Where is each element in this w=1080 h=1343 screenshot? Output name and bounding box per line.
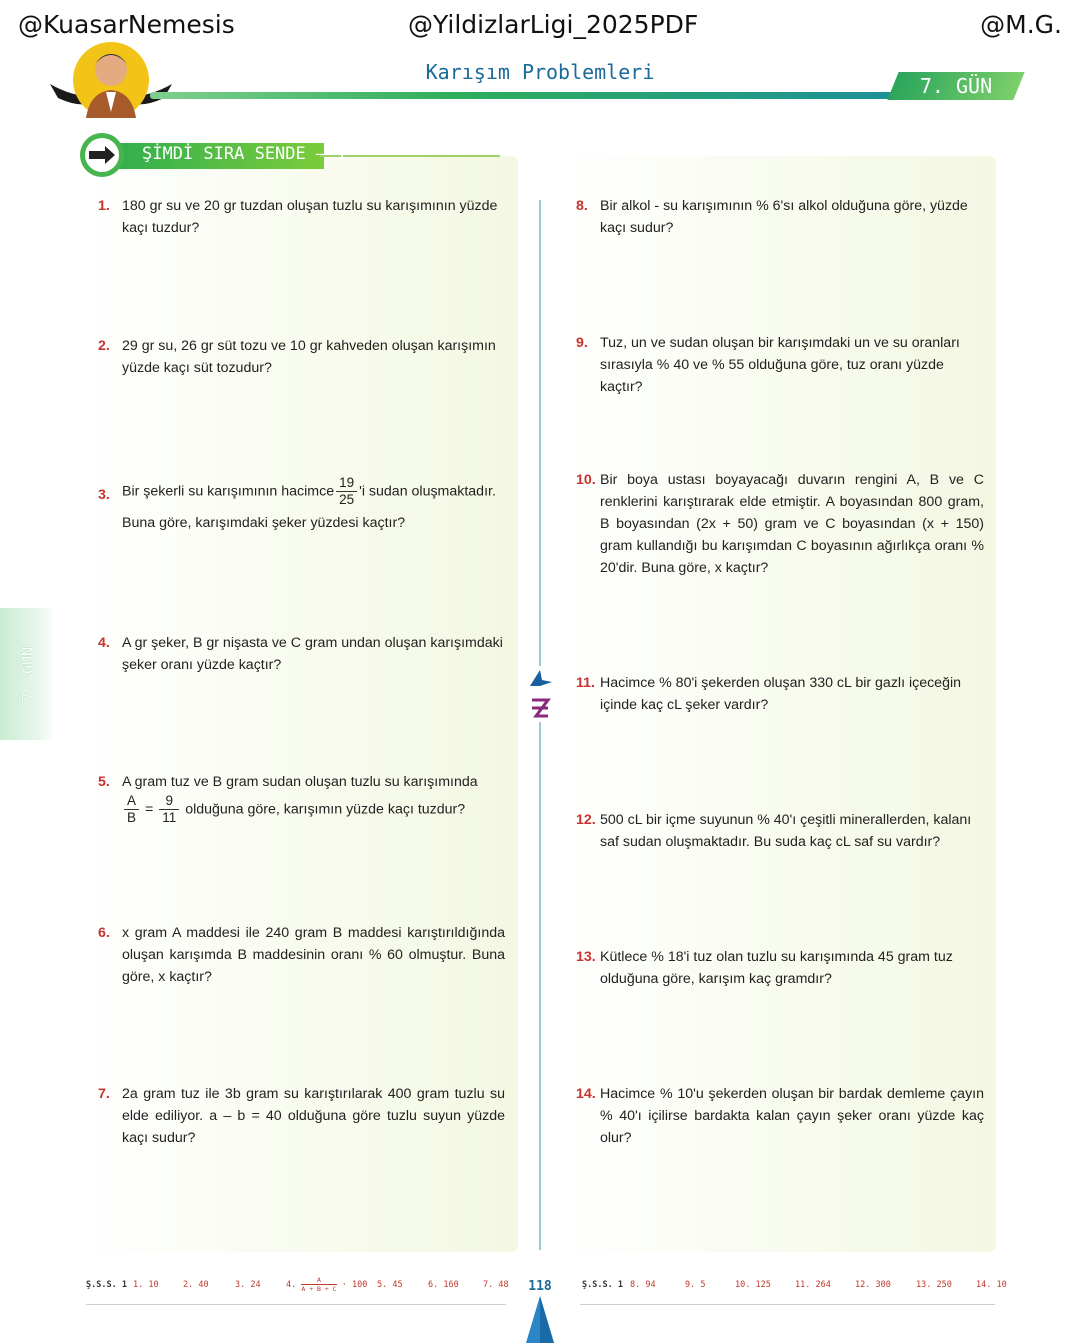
question-text-cont: olduğuna göre, karışımın yüzde kaçı tuzdur? [185, 801, 466, 818]
fraction-a-b: $\frac{A}{B}$ [124, 793, 139, 826]
footer-rule-left [86, 1304, 506, 1305]
answer-8: 8. 94 [630, 1280, 656, 1290]
answer-12: 12. 300 [855, 1280, 891, 1290]
question-number: 3. [98, 487, 110, 503]
publisher-logo [526, 666, 554, 722]
question-4 [98, 632, 505, 676]
question-number: 9. [576, 335, 588, 351]
answer-9: 9. 5 [685, 1280, 706, 1290]
question-text: Bir alkol - su karışımının % 6'sı alkol olduğuna göre, yüzde kaçı sudur? [600, 198, 968, 236]
question-8 [576, 195, 984, 239]
question-text: A gram tuz ve B gram sudan oluşan tuzlu su karışımında [122, 774, 478, 790]
question-text: Bir şekerli su karışımının hacimce [122, 483, 335, 500]
question-number: 7. [98, 1086, 110, 1102]
section-title: ŞİMDİ SIRA SENDE – 1 [142, 144, 347, 164]
question-number: 12. [576, 812, 596, 828]
question-number: 10. [576, 472, 596, 488]
question-number: 11. [576, 675, 595, 691]
question-12 [576, 809, 984, 853]
question-3 [98, 475, 512, 534]
answer-4: 4. $\frac{A}{A + B + C}$ · 100 [286, 1276, 368, 1293]
answer-7: 7. 48 [483, 1280, 509, 1290]
question-13 [576, 946, 984, 990]
question-text: Hacimce % 10'u şekerden oluşan bir bardak demleme çayın % 40'ı içilirse bardakta kalan çayın şeker oranı yüzde kaç olur? [600, 1086, 984, 1146]
question-text: 2a gram tuz ile 3b gram su karıştırılarak 400 gram tuzlu su elde ediliyor. a – b = 40 olduğuna göre tuzlu suyun yüzde kaçı sudur? [122, 1086, 505, 1146]
question-text: x gram A maddesi ile 240 gram B maddesi karıştırıldığında oluşan karışımda B maddesinin oranı % 60 olmuştur. Buna göre, x kaçtır? [122, 925, 505, 985]
answers-label-right: Ş.S.S. 1 [582, 1280, 623, 1290]
arrow-icon [87, 145, 117, 165]
answers-label-left: Ş.S.S. 1 [86, 1280, 127, 1290]
question-number: 13. [576, 949, 596, 965]
watermark-right: @M.G. [980, 10, 1062, 39]
question-text: A gr şeker, B gr nişasta ve C gram undan oluşan karışımdaki şeker oranı yüzde kaçtır? [122, 635, 503, 673]
question-7 [98, 1083, 505, 1149]
question-text: Bir boya ustası boyayacağı duvarın rengini A, B ve C renklerini karıştırarak elde etmiştir. A boyasından 800 gram, B boyasından (2x + 50) gram ve C boyasından (x + 150) gram kullandığı bu karışımdan C boyasının ağırlıkça oranı % 20'dir. Buna göre, x kaçtır? [600, 472, 984, 576]
answer-3: 3. 24 [235, 1280, 261, 1290]
question-text: Tuz, un ve sudan oluşan bir karışımdaki un ve su oranları sırasıyla % 40 ve % 55 olduğuna göre, tuz oranı yüzde kaçtır? [600, 335, 960, 395]
page-marker-triangle [526, 1296, 554, 1343]
question-number: 14. [576, 1086, 596, 1102]
question-text-line2: Buna göre, karışımdaki şeker yüzdesi kaçtır? [122, 515, 406, 531]
question-2 [98, 335, 505, 379]
question-text: 500 cL bir içme suyunun % 40'ı çeşitli minerallerden, kalanı saf sudan oluşmaktadır. Bu suda kaç cL saf su vardır? [600, 812, 972, 850]
answer-13: 13. 250 [916, 1280, 952, 1290]
footer-rule-right [580, 1304, 995, 1305]
question-text: 180 gr su ve 20 gr tuzdan oluşan tuzlu su karışımının yüzde kaçı tuzdur? [122, 198, 498, 236]
answer-10: 10. 125 [735, 1280, 771, 1290]
answer-2: 2. 40 [183, 1280, 209, 1290]
question-5 [98, 771, 505, 826]
header-rule [150, 92, 900, 99]
equals-sign: = [144, 801, 154, 818]
question-text: Kütlece % 18'i tuz olan tuzlu su karışımında 45 gram tuz olduğuna göre, karışım kaç gramdır? [600, 949, 953, 987]
question-number: 2. [98, 338, 110, 354]
question-11 [576, 672, 984, 716]
question-text-cont: 'i sudan oluşmaktadır. [359, 483, 496, 500]
question-1 [98, 195, 505, 239]
question-10 [576, 469, 984, 579]
page-title: Karışım Problemleri [425, 60, 655, 84]
question-6 [98, 922, 505, 988]
side-day-label: 7. GÜN [19, 646, 37, 702]
column-divider [539, 200, 541, 1250]
section-banner [80, 133, 520, 179]
question-9 [576, 332, 984, 398]
question-14 [576, 1083, 984, 1149]
question-number: 6. [98, 925, 110, 941]
question-number: 4. [98, 635, 110, 651]
answer-1: 1. 10 [133, 1280, 159, 1290]
question-number: 8. [576, 198, 588, 214]
watermark-left: @KuasarNemesis [18, 10, 235, 39]
question-text: Hacimce % 80'i şekerden oluşan 330 cL bir gazlı içeceğin içinde kaç cL şeker vardır? [600, 675, 962, 713]
side-day-tab [0, 608, 56, 740]
day-label: 7. GÜN [919, 74, 993, 98]
fraction-9-11: $\frac{9}{11}$ [159, 793, 179, 826]
answer-5: 5. 45 [377, 1280, 403, 1290]
page-number: 118 [528, 1279, 552, 1294]
question-text: 29 gr su, 26 gr süt tozu ve 10 gr kahveden oluşan karışımın yüzde kaçı süt tozudur? [122, 338, 496, 376]
watermark-center: @YildizlarLigi_2025PDF [408, 10, 699, 39]
answer-14: 14. 10 [976, 1280, 1007, 1290]
question-number: 1. [98, 198, 110, 214]
answer-11: 11. 264 [795, 1280, 831, 1290]
question-number: 5. [98, 774, 110, 790]
day-tab [887, 72, 1024, 100]
fraction: $\frac{19}{25}$ [336, 475, 357, 508]
answer-6: 6. 160 [428, 1280, 459, 1290]
